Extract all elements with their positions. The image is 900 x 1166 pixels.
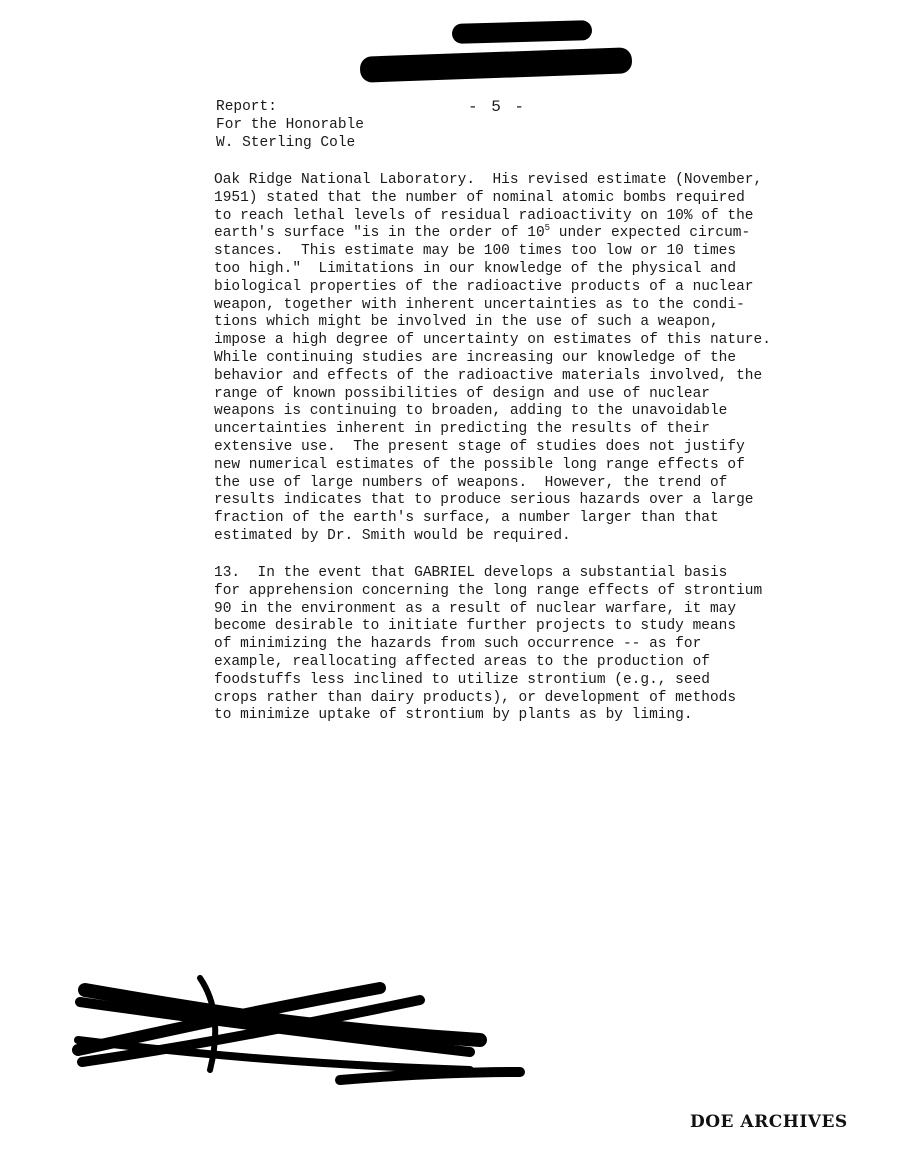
text-line: new numerical estimates of the possible long range effects of [214,456,745,473]
text-line: foodstuffs less inclined to utilize strontium (e.g., seed [214,671,710,688]
text-line: weapon, together with inherent uncertainties as to the condi- [214,296,745,313]
text-line: too high." Limitations in our knowledge of the physical and [214,260,737,277]
text-line: estimated by Dr. Smith would be required. [214,527,571,544]
text-line: extensive use. The present stage of studies does not justify [214,438,745,455]
text-line: range of known possibilities of design and use of nuclear [214,385,710,402]
text-line: example, reallocating affected areas to the production of [214,653,710,670]
text-line: fraction of the earth's surface, a number larger than that [214,510,719,527]
paragraph-13-gabriel [214,565,784,725]
page-number: - 5 - [468,98,527,116]
text-line: become desirable to initiate further projects to study means [214,618,737,635]
letter-header [216,98,364,152]
text-line: weapons is continuing to broaden, adding to the unavoidable [214,403,728,420]
redaction-bar-classification [360,47,633,82]
text-line: 90 in the environment as a result of nuclear warfare, it may [214,600,737,617]
exponent: 5 [544,223,551,234]
text-line: to minimize uptake of strontium by plants as by liming. [214,707,693,724]
paragraph-oak-ridge-estimate [214,172,784,546]
text-line: biological properties of the radioactive products of a nuclear [214,278,754,295]
addressee-line: For the Honorable [216,117,364,133]
text-line: results indicates that to produce serious hazards over a large [214,492,754,509]
text-line: earth's surface "is in the order of 10 [214,225,545,242]
text-line: While continuing studies are increasing our knowledge of the [214,349,737,366]
text-line: behavior and effects of the radioactive materials involved, the [214,367,763,384]
text-line: crops rather than dairy products), or development of methods [214,689,737,706]
text-line: the use of large numbers of weapons. However, the trend of [214,474,728,491]
addressee-name: W. Sterling Cole [216,135,356,151]
text-line: uncertainties inherent in predicting the results of their [214,421,710,438]
report-label: Report: [216,99,277,115]
text-line: of minimizing the hazards from such occurrence -- as for [214,636,702,653]
text-line: impose a high degree of uncertainty on estimates of this nature. [214,332,771,349]
archive-stamp: DOE ARCHIVES [690,1112,848,1132]
text-line: to reach lethal levels of residual radioactivity on 10% of the [214,207,754,224]
redaction-scribble [0,960,900,1100]
text-line: tions which might be involved in the use of such a weapon, [214,314,719,331]
text-line: Oak Ridge National Laboratory. His revised estimate (November, [214,172,763,188]
text-line-tail: under expected circum- [550,225,751,242]
text-line-with-exponent [214,225,784,243]
text-line: stances. This estimate may be 100 times too low or 10 times [214,243,737,260]
text-line: for apprehension concerning the long range effects of strontium [214,582,763,599]
text-line: 1951) stated that the number of nominal atomic bombs required [214,189,745,206]
redaction-bar-top [452,20,592,44]
text-line: 13. In the event that GABRIEL develops a substantial basis [214,565,728,581]
